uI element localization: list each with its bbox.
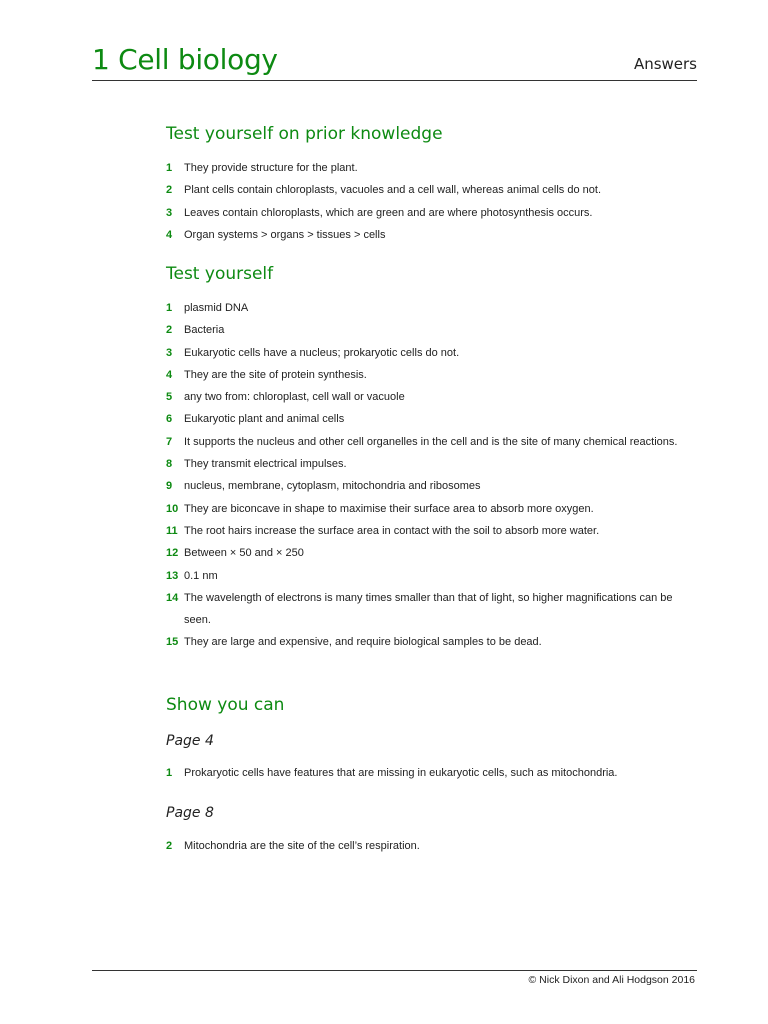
- answer-text: Leaves contain chloroplasts, which are green and are where photosynthesis occurs.: [184, 206, 593, 219]
- question-number: 10: [166, 502, 179, 515]
- list-item: [166, 408, 696, 430]
- question-number: 1: [166, 767, 173, 779]
- section-heading-test-yourself: Test yourself: [166, 264, 274, 284]
- list-item: [166, 342, 696, 364]
- list-item: [166, 542, 696, 564]
- list-item: [166, 587, 696, 632]
- prior-knowledge-list: [166, 157, 696, 246]
- list-item: [166, 475, 696, 497]
- question-number: 12: [166, 547, 179, 560]
- question-number: 15: [166, 636, 179, 649]
- list-item: [166, 631, 696, 653]
- answer-text: They are the site of protein synthesis.: [184, 368, 367, 381]
- list-item: [166, 297, 696, 319]
- list-item: [166, 431, 696, 453]
- question-number: 11: [166, 524, 178, 537]
- answer-text: plasmid DNA: [184, 302, 249, 314]
- question-number: 6: [166, 413, 173, 426]
- question-number: 3: [166, 206, 173, 219]
- subheading-page-4: Page 4: [166, 733, 214, 749]
- question-number: 9: [166, 480, 173, 493]
- list-item: [166, 520, 696, 542]
- list-item: [166, 179, 696, 201]
- page-header: [92, 40, 697, 81]
- question-number: 4: [166, 228, 173, 241]
- copyright-notice: © Nick Dixon and Ali Hodgson 2016: [528, 974, 695, 986]
- page-footer: [92, 970, 697, 986]
- question-number: 5: [166, 391, 173, 404]
- section-heading-prior-knowledge: Test yourself on prior knowledge: [166, 124, 443, 144]
- answer-text: They are large and expensive, and require biological samples to be dead.: [184, 636, 542, 649]
- answer-text: any two from: chloroplast, cell wall or vacuole: [184, 391, 405, 404]
- answer-text: They transmit electrical impulses.: [184, 458, 347, 471]
- list-item: [166, 498, 696, 520]
- list-item: [166, 364, 696, 386]
- chapter-title: 1 Cell biology: [92, 43, 278, 76]
- question-number: 13: [166, 569, 179, 582]
- answer-text: They provide structure for the plant.: [184, 162, 358, 174]
- question-number: 1: [166, 302, 173, 314]
- question-number: 3: [166, 346, 173, 359]
- page-8-list: [166, 835, 696, 857]
- list-item: [166, 202, 696, 224]
- question-number: 14: [166, 591, 179, 604]
- list-item: [166, 762, 696, 784]
- answer-text: Eukaryotic cells have a nucleus; prokaryotic cells do not.: [184, 346, 460, 359]
- answer-text: Bacteria: [184, 324, 225, 337]
- list-item: [166, 565, 696, 587]
- section-heading-show-you-can: Show you can: [166, 695, 285, 715]
- question-number: 2: [166, 184, 173, 197]
- list-item: [166, 835, 696, 857]
- list-item: [166, 157, 696, 179]
- list-item: [166, 224, 696, 246]
- question-number: 1: [166, 162, 173, 174]
- answer-text: They are biconcave in shape to maximise their surface area to absorb more oxygen.: [184, 502, 594, 515]
- answer-text: The root hairs increase the surface area in contact with the soil to absorb more water.: [184, 524, 600, 537]
- page-4-list: [166, 762, 696, 784]
- question-number: 8: [166, 458, 173, 471]
- list-item: [166, 386, 696, 408]
- list-item: [166, 453, 696, 475]
- answer-text: Prokaryotic cells have features that are missing in eukaryotic cells, such as mitochondria.: [184, 767, 618, 779]
- answer-text: 0.1 nm: [184, 569, 218, 582]
- answer-text: Between × 50 and × 250: [184, 547, 304, 560]
- question-number: 2: [166, 324, 173, 337]
- answer-text: It supports the nucleus and other cell organelles in the cell and is the site of many chemical reactions.: [184, 435, 678, 448]
- answer-text: nucleus, membrane, cytoplasm, mitochondria and ribosomes: [184, 480, 481, 493]
- question-number: 7: [166, 435, 173, 448]
- answer-text: Plant cells contain chloroplasts, vacuoles and a cell wall, whereas animal cells do not.: [184, 184, 601, 197]
- question-number: 2: [166, 840, 173, 852]
- list-item: [166, 319, 696, 341]
- question-number: 4: [166, 368, 173, 381]
- test-yourself-list: [166, 297, 696, 654]
- answers-label: Answers: [633, 55, 697, 73]
- subheading-page-8: Page 8: [166, 805, 214, 821]
- answer-text: Eukaryotic plant and animal cells: [184, 413, 345, 426]
- answer-text: Mitochondria are the site of the cell’s respiration.: [184, 840, 420, 852]
- answer-text: The wavelength of electrons is many times smaller than that of light, so higher magnifications can be seen.: [184, 591, 673, 627]
- answer-text: Organ systems > organs > tissues > cells: [184, 228, 386, 241]
